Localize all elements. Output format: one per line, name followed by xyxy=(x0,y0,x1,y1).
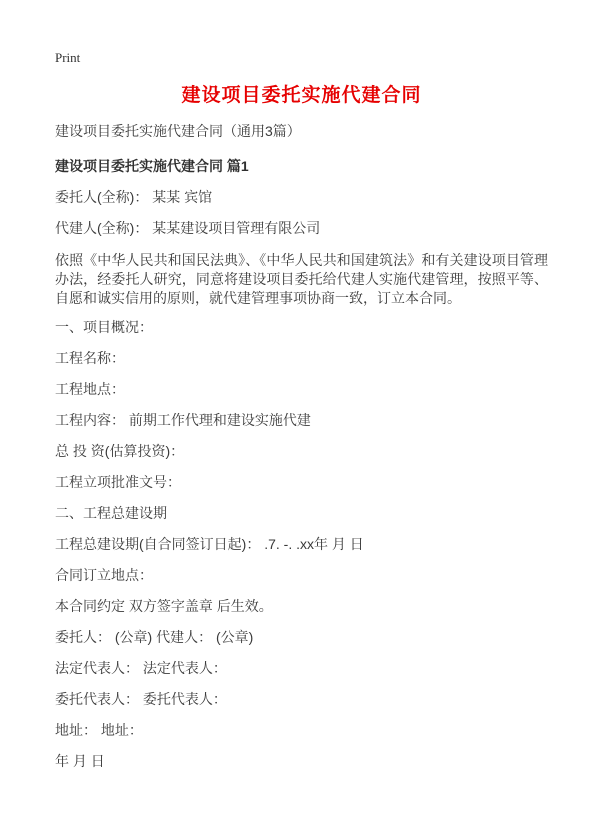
total-investment-line: 总 投 资(估算投资)： xyxy=(55,443,185,459)
effectiveness-line: 本合同约定 双方签字盖章 后生效。 xyxy=(55,598,273,614)
project-content-line: 工程内容： 前期工作代理和建设实施代建 xyxy=(55,412,311,428)
approval-number-line: 工程立项批准文号： xyxy=(55,474,181,490)
address-line: 地址： 地址： xyxy=(55,722,143,738)
entrusting-party-line: 委托人(全称)： 某某 宾馆 xyxy=(55,189,213,205)
project-location-line: 工程地点： xyxy=(55,381,125,397)
document-subtitle: 建设项目委托实施代建合同（通用3篇） xyxy=(55,123,301,139)
legal-representative-line: 法定代表人： 法定代表人： xyxy=(55,660,227,676)
entrusted-representative-line: 委托代表人： 委托代表人： xyxy=(55,691,227,707)
seal-parties-line: 委托人： (公章) 代建人： (公章) xyxy=(55,629,254,645)
section-2-construction-period: 二、工程总建设期 xyxy=(55,505,167,521)
preamble-paragraph: 依照《中华人民共和国民法典》、《中华人民共和国建筑法》和有关建设项目管理办法，经委托人研究，同意将建设项目委托给代建人实施代建管理，按照平等、自愿和诚实信用的原则，就代建管理事项协商一致，订立本合同。 xyxy=(55,252,548,306)
agent-party-line: 代建人(全称)： 某某建设项目管理有限公司 xyxy=(55,220,321,236)
project-name-line: 工程名称： xyxy=(55,350,125,366)
construction-period-line: 工程总建设期(自合同签订日起)： .7. -. .xx年 月 日 xyxy=(55,536,364,552)
section-heading-part1: 建设项目委托实施代建合同 篇1 xyxy=(55,158,249,174)
date-line: 年 月 日 xyxy=(55,753,105,769)
print-link[interactable]: Print xyxy=(55,50,81,65)
section-1-project-overview: 一、项目概况： xyxy=(55,319,153,335)
page-title: 建设项目委托实施代建合同 xyxy=(181,85,422,106)
signing-place-line: 合同订立地点： xyxy=(55,567,153,583)
